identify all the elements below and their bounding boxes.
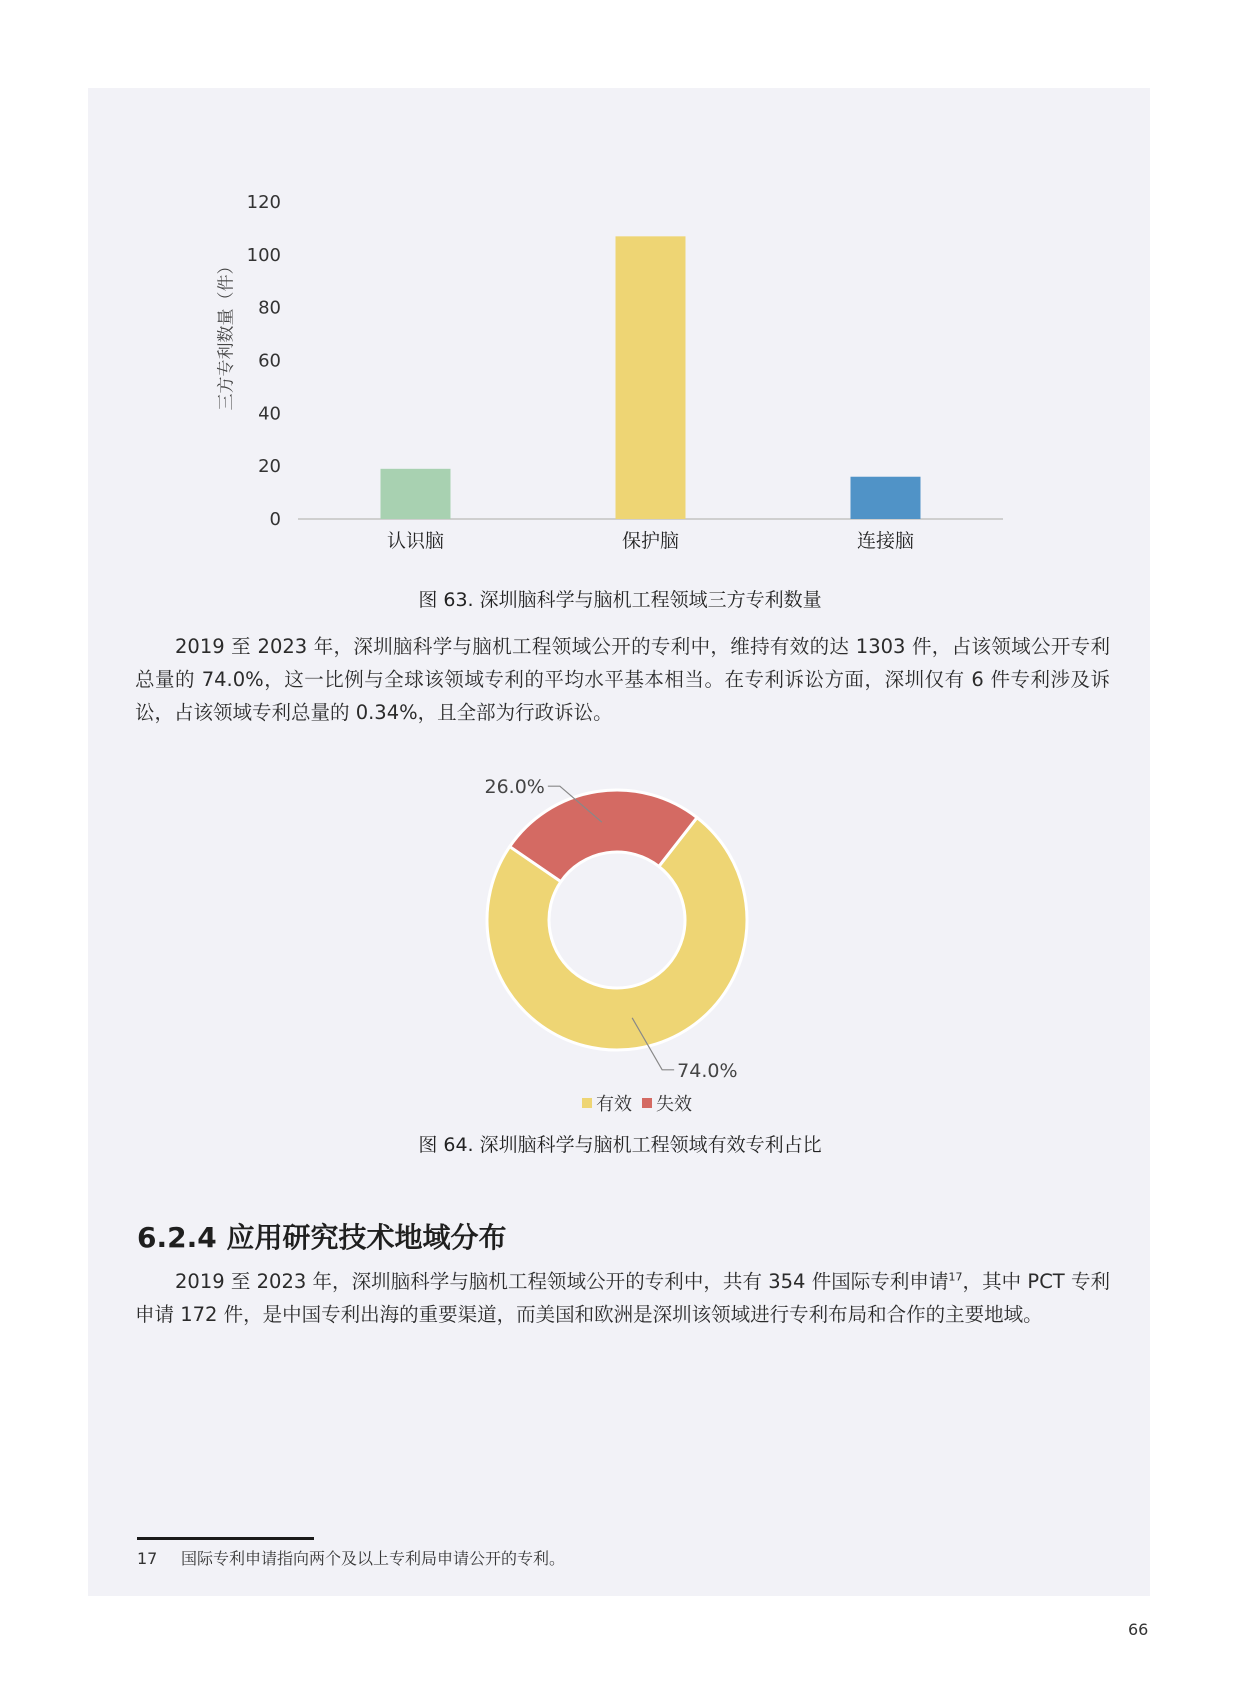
- section-heading: 6.2.4 应用研究技术地域分布: [137, 1221, 507, 1254]
- legend-label-valid: 有效: [596, 1094, 632, 1115]
- paragraph-text-after-ref: ，其中 PCT 专利申请 172 件，是中国专利出海的重要渠道，而美国和欧洲是深圳该领域进行专利布局和合作的主要地域。: [135, 1270, 1110, 1326]
- data-label: 74.0%: [677, 1059, 738, 1082]
- y-tick-label: 60: [258, 350, 281, 372]
- legend-item-valid: [582, 1090, 632, 1116]
- paragraph-effective-patents: 2019 至 2023 年，深圳脑科学与脑机工程领域公开的专利中，维持有效的达 1303 件，占该领域公开专利总量的 74.0%，这一比例与全球该领域专利的平均水平基本相当。在专利诉讼方面，深圳仅有 6 件专利涉及诉讼，占该领域专利总量的 0.34%，且全部为行政诉讼。: [135, 635, 1110, 724]
- x-tick-label: 保护脑: [621, 530, 680, 552]
- y-tick-label: 0: [269, 509, 281, 530]
- paragraph-text-before-ref: 2019 至 2023 年，深圳脑科学与脑机工程领域公开的专利中，共有 354 件国际专利申请: [175, 1270, 949, 1293]
- figure-63-caption: 图 63. 深圳脑科学与脑机工程领域三方专利数量: [418, 589, 822, 611]
- footnote-text: 国际专利申请指向两个及以上专利局申请公开的专利。: [181, 1549, 566, 1568]
- legend-swatch-valid: [582, 1098, 592, 1108]
- page-number: 66: [1128, 1620, 1149, 1639]
- y-tick-label: 80: [258, 297, 281, 319]
- paragraph-regional-distribution: [135, 1265, 1110, 1331]
- donut-legend: [582, 1090, 698, 1116]
- x-tick-label: 认识脑: [386, 530, 445, 552]
- y-tick-label: 100: [246, 244, 281, 266]
- x-tick-label: 连接脑: [856, 530, 915, 552]
- y-tick-label: 40: [258, 403, 281, 425]
- y-tick-label: 120: [246, 192, 281, 213]
- legend-swatch-invalid: [642, 1098, 652, 1108]
- footnote: [137, 1546, 565, 1569]
- footnote-number: 17: [137, 1549, 158, 1568]
- bar-chart-ylabel: 三方专利数量（件）: [216, 257, 237, 411]
- footnote-divider: [137, 1537, 314, 1540]
- y-tick-label: 20: [258, 456, 281, 478]
- data-label: 26.0%: [484, 776, 545, 799]
- legend-label-invalid: 失效: [656, 1094, 692, 1115]
- figure-64-caption: 图 64. 深圳脑科学与脑机工程领域有效专利占比: [418, 1134, 822, 1156]
- legend-item-invalid: [642, 1090, 692, 1116]
- footnote-reference[interactable]: 17: [948, 1270, 963, 1284]
